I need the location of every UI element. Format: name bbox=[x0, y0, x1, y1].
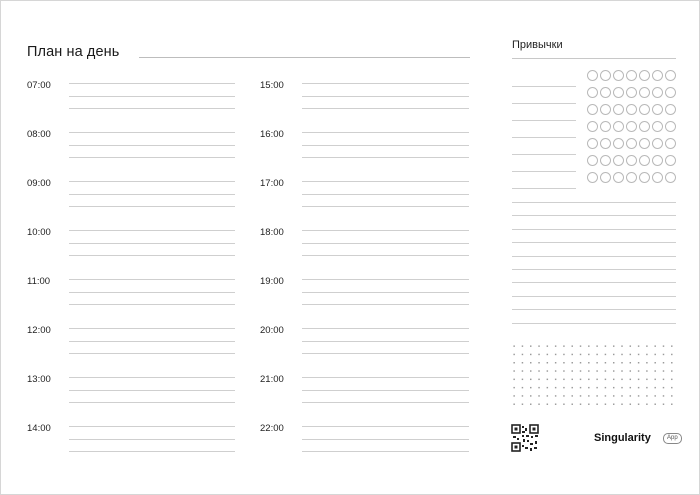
time-slot bbox=[27, 79, 267, 128]
writing-line[interactable] bbox=[69, 353, 235, 354]
habit-check-circle[interactable] bbox=[639, 70, 650, 81]
writing-line[interactable] bbox=[302, 451, 469, 452]
habit-check-circle[interactable] bbox=[587, 87, 598, 98]
note-line[interactable] bbox=[512, 269, 676, 270]
habit-check-circle[interactable] bbox=[665, 104, 676, 115]
habit-check-circle[interactable] bbox=[626, 172, 637, 183]
note-line[interactable] bbox=[512, 309, 676, 310]
time-label: 07:00 bbox=[27, 80, 51, 91]
habit-check-circle[interactable] bbox=[652, 172, 663, 183]
habit-row bbox=[512, 70, 676, 87]
time-slot bbox=[27, 324, 267, 373]
habit-check-circle[interactable] bbox=[587, 104, 598, 115]
habits-title: Привычки bbox=[512, 39, 563, 51]
habit-name-line[interactable] bbox=[512, 188, 576, 189]
habit-checks bbox=[587, 87, 676, 98]
time-label: 19:00 bbox=[260, 276, 284, 287]
habit-check-circle[interactable] bbox=[613, 121, 624, 132]
writing-line[interactable] bbox=[302, 279, 469, 280]
writing-line[interactable] bbox=[302, 328, 469, 329]
time-slot bbox=[27, 177, 267, 226]
note-line[interactable] bbox=[512, 282, 676, 283]
writing-line[interactable] bbox=[69, 402, 235, 403]
schedule-column-right bbox=[260, 79, 500, 471]
habit-check-circle[interactable] bbox=[626, 155, 637, 166]
habit-checks bbox=[587, 70, 676, 81]
writing-line[interactable] bbox=[69, 96, 235, 97]
time-label: 18:00 bbox=[260, 227, 284, 238]
writing-line[interactable] bbox=[302, 96, 469, 97]
time-slot bbox=[27, 422, 267, 471]
note-line[interactable] bbox=[512, 229, 676, 230]
habit-check-circle[interactable] bbox=[639, 155, 650, 166]
habit-check-circle[interactable] bbox=[600, 70, 611, 81]
writing-line[interactable] bbox=[69, 304, 235, 305]
time-slot bbox=[27, 275, 267, 324]
app-badge: App bbox=[663, 433, 682, 444]
time-label: 21:00 bbox=[260, 374, 284, 385]
habit-check-circle[interactable] bbox=[626, 121, 637, 132]
time-label: 17:00 bbox=[260, 178, 284, 189]
habit-check-circle[interactable] bbox=[613, 155, 624, 166]
writing-line[interactable] bbox=[69, 243, 235, 244]
habit-check-circle[interactable] bbox=[665, 70, 676, 81]
habit-check-circle[interactable] bbox=[613, 104, 624, 115]
writing-line[interactable] bbox=[69, 426, 235, 427]
note-line[interactable] bbox=[512, 202, 676, 203]
habit-row bbox=[512, 104, 676, 121]
habit-row bbox=[512, 155, 676, 172]
writing-line[interactable] bbox=[69, 230, 235, 231]
time-slot bbox=[260, 128, 500, 177]
habit-checks bbox=[587, 121, 676, 132]
writing-line[interactable] bbox=[302, 108, 469, 109]
writing-line[interactable] bbox=[302, 83, 469, 84]
note-line[interactable] bbox=[512, 242, 676, 243]
time-slot bbox=[260, 177, 500, 226]
writing-line[interactable] bbox=[69, 157, 235, 158]
habit-check-circle[interactable] bbox=[626, 104, 637, 115]
writing-line[interactable] bbox=[69, 83, 235, 84]
writing-line[interactable] bbox=[69, 451, 235, 452]
habit-check-circle[interactable] bbox=[613, 138, 624, 149]
time-label: 15:00 bbox=[260, 80, 284, 91]
writing-line[interactable] bbox=[69, 145, 235, 146]
time-label: 20:00 bbox=[260, 325, 284, 336]
time-slot bbox=[260, 373, 500, 422]
habit-check-circle[interactable] bbox=[652, 138, 663, 149]
time-slot bbox=[260, 79, 500, 128]
writing-line[interactable] bbox=[69, 377, 235, 378]
writing-line[interactable] bbox=[69, 292, 235, 293]
habit-check-circle[interactable] bbox=[587, 70, 598, 81]
habit-row bbox=[512, 138, 676, 155]
habit-checks bbox=[587, 104, 676, 115]
writing-line[interactable] bbox=[302, 402, 469, 403]
time-slot bbox=[260, 275, 500, 324]
habit-check-circle[interactable] bbox=[639, 172, 650, 183]
habit-check-circle[interactable] bbox=[600, 155, 611, 166]
title-underline bbox=[139, 57, 470, 58]
habit-check-circle[interactable] bbox=[587, 138, 598, 149]
note-line[interactable] bbox=[512, 215, 676, 216]
time-label: 11:00 bbox=[27, 276, 51, 287]
habit-check-circle[interactable] bbox=[600, 172, 611, 183]
habits-title-underline bbox=[512, 58, 676, 59]
writing-line[interactable] bbox=[302, 132, 469, 133]
habit-check-circle[interactable] bbox=[639, 104, 650, 115]
writing-line[interactable] bbox=[302, 206, 469, 207]
dot-grid bbox=[510, 342, 676, 410]
writing-line[interactable] bbox=[302, 194, 469, 195]
habit-check-circle[interactable] bbox=[613, 70, 624, 81]
writing-line[interactable] bbox=[302, 390, 469, 391]
time-slot bbox=[27, 226, 267, 275]
habit-row bbox=[512, 87, 676, 104]
habit-check-circle[interactable] bbox=[665, 87, 676, 98]
writing-line[interactable] bbox=[302, 243, 469, 244]
habit-check-circle[interactable] bbox=[652, 121, 663, 132]
time-slot bbox=[260, 422, 500, 471]
time-slot bbox=[27, 128, 267, 177]
habit-check-circle[interactable] bbox=[626, 87, 637, 98]
habit-check-circle[interactable] bbox=[665, 138, 676, 149]
writing-line[interactable] bbox=[69, 206, 235, 207]
habit-check-circle[interactable] bbox=[587, 155, 598, 166]
writing-line[interactable] bbox=[302, 304, 469, 305]
habit-check-circle[interactable] bbox=[665, 155, 676, 166]
note-line[interactable] bbox=[512, 296, 676, 297]
habit-check-circle[interactable] bbox=[639, 87, 650, 98]
time-label: 12:00 bbox=[27, 325, 51, 336]
time-label: 08:00 bbox=[27, 129, 51, 140]
writing-line[interactable] bbox=[302, 426, 469, 427]
writing-line[interactable] bbox=[302, 181, 469, 182]
writing-line[interactable] bbox=[69, 328, 235, 329]
writing-line[interactable] bbox=[69, 439, 235, 440]
time-slot bbox=[260, 324, 500, 373]
habit-check-circle[interactable] bbox=[600, 104, 611, 115]
writing-line[interactable] bbox=[302, 353, 469, 354]
time-label: 13:00 bbox=[27, 374, 51, 385]
note-line[interactable] bbox=[512, 256, 676, 257]
habit-check-circle[interactable] bbox=[665, 121, 676, 132]
habit-check-circle[interactable] bbox=[600, 121, 611, 132]
habit-checks bbox=[587, 172, 676, 183]
habit-check-circle[interactable] bbox=[665, 172, 676, 183]
writing-line[interactable] bbox=[69, 108, 235, 109]
time-slot bbox=[260, 226, 500, 275]
writing-line[interactable] bbox=[302, 145, 469, 146]
habit-row bbox=[512, 172, 676, 189]
habit-check-circle[interactable] bbox=[600, 138, 611, 149]
writing-line[interactable] bbox=[69, 341, 235, 342]
habit-check-circle[interactable] bbox=[652, 70, 663, 81]
writing-line[interactable] bbox=[302, 292, 469, 293]
habit-check-circle[interactable] bbox=[626, 70, 637, 81]
writing-line[interactable] bbox=[302, 255, 469, 256]
brand-name: Singularity bbox=[594, 432, 651, 444]
habit-checks bbox=[587, 138, 676, 149]
writing-line[interactable] bbox=[69, 181, 235, 182]
writing-line[interactable] bbox=[302, 157, 469, 158]
writing-line[interactable] bbox=[302, 341, 469, 342]
time-label: 09:00 bbox=[27, 178, 51, 189]
time-label: 16:00 bbox=[260, 129, 284, 140]
habit-check-circle[interactable] bbox=[652, 87, 663, 98]
time-label: 14:00 bbox=[27, 423, 51, 434]
writing-line[interactable] bbox=[302, 230, 469, 231]
writing-line[interactable] bbox=[69, 255, 235, 256]
habit-check-circle[interactable] bbox=[652, 155, 663, 166]
writing-line[interactable] bbox=[69, 132, 235, 133]
habit-check-circle[interactable] bbox=[613, 87, 624, 98]
habit-check-circle[interactable] bbox=[587, 121, 598, 132]
time-label: 10:00 bbox=[27, 227, 51, 238]
habit-check-circle[interactable] bbox=[613, 172, 624, 183]
time-label: 22:00 bbox=[260, 423, 284, 434]
habit-checks bbox=[587, 155, 676, 166]
writing-line[interactable] bbox=[69, 194, 235, 195]
time-slot bbox=[27, 373, 267, 422]
writing-line[interactable] bbox=[69, 279, 235, 280]
habit-row bbox=[512, 121, 676, 138]
habit-check-circle[interactable] bbox=[652, 104, 663, 115]
habit-check-circle[interactable] bbox=[639, 138, 650, 149]
habit-check-circle[interactable] bbox=[587, 172, 598, 183]
writing-line[interactable] bbox=[302, 377, 469, 378]
habit-check-circle[interactable] bbox=[639, 121, 650, 132]
note-line[interactable] bbox=[512, 323, 676, 324]
writing-line[interactable] bbox=[302, 439, 469, 440]
schedule-column-left bbox=[27, 79, 267, 471]
habit-check-circle[interactable] bbox=[600, 87, 611, 98]
habit-check-circle[interactable] bbox=[626, 138, 637, 149]
qr-code-icon bbox=[511, 424, 539, 452]
page-title: План на день bbox=[27, 44, 120, 60]
writing-line[interactable] bbox=[69, 390, 235, 391]
